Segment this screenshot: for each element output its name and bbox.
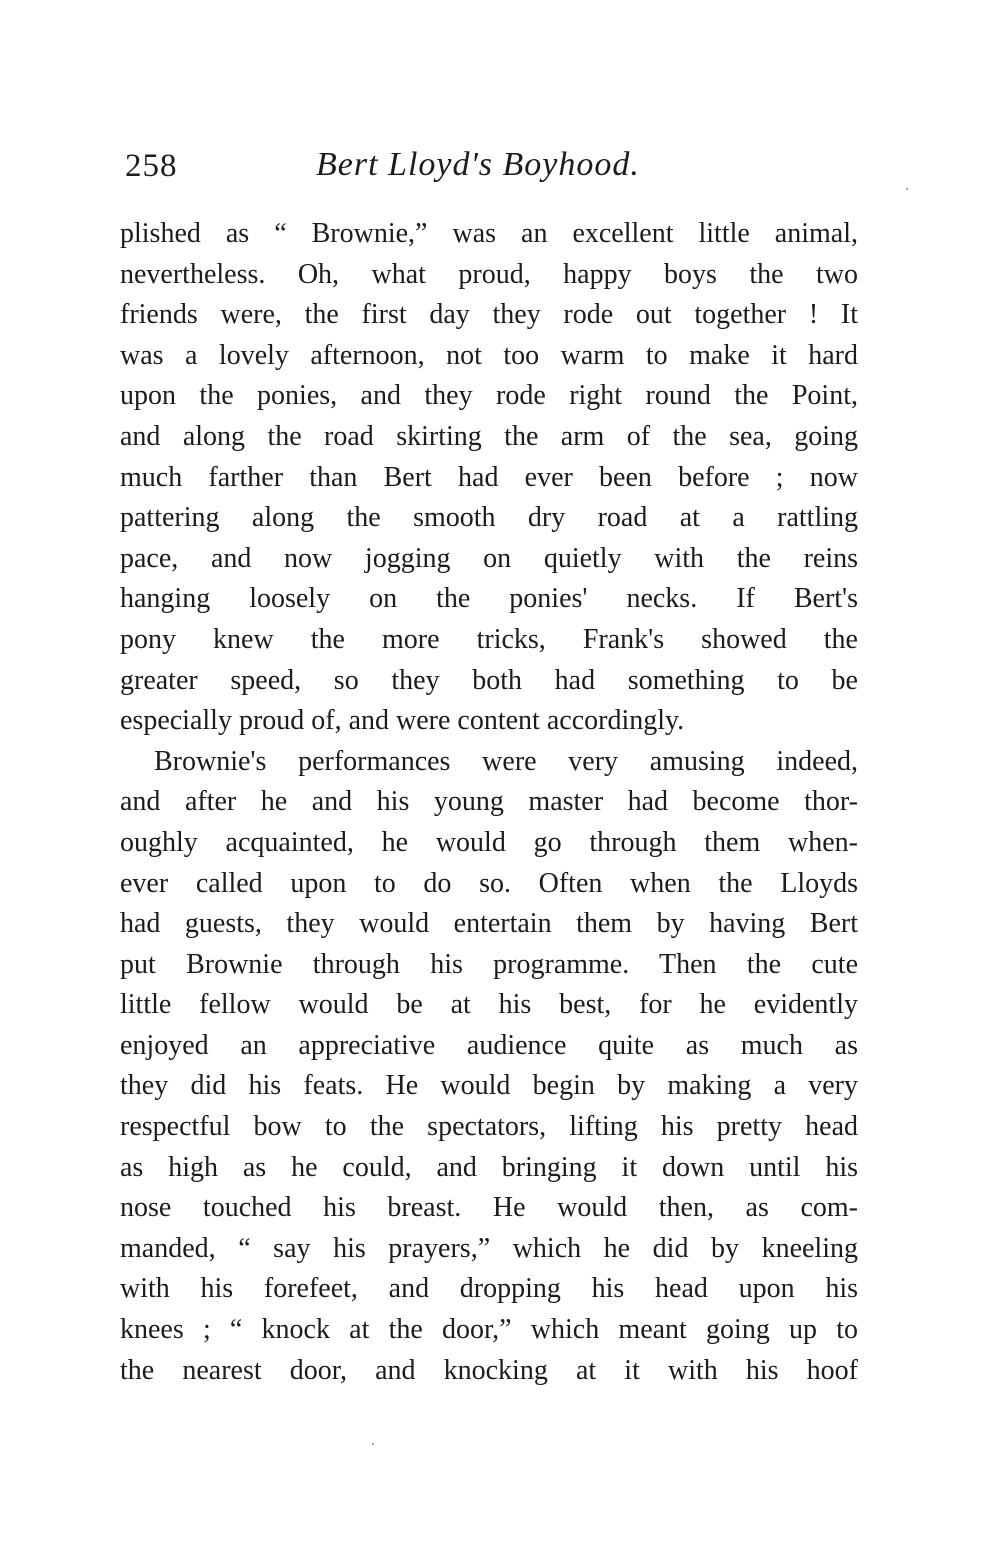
text-line: was a lovely afternoon, not too warm to make it hard xyxy=(120,339,858,371)
text-line: oughly acquainted, he would go through them when- xyxy=(120,826,858,858)
text-line: knees ; “ knock at the door,” which meant going up to xyxy=(120,1314,858,1346)
text-line: pattering along the smooth dry road at a rattling xyxy=(120,502,858,534)
text-line: and after he and his young master had become thor- xyxy=(120,786,858,818)
text-line: they did his feats. He would begin by making a very xyxy=(120,1070,858,1102)
text-line: ever called upon to do so. Often when the Lloyds xyxy=(120,867,858,899)
text-line: put Brownie through his programme. Then the cute xyxy=(120,948,858,980)
paragraph-2 xyxy=(120,742,858,1392)
text-line: friends were, the first day they rode out together ! It xyxy=(120,299,858,331)
page-number: 258 xyxy=(125,148,178,184)
text-line: respectful bow to the spectators, lifting his pretty head xyxy=(120,1111,858,1143)
text-line: nevertheless. Oh, what proud, happy boys the two xyxy=(120,258,858,290)
text-line: plished as “ Brownie,” was an excellent little animal, xyxy=(120,218,858,249)
text-line: greater speed, so they both had something to be xyxy=(120,664,858,696)
text-line: as high as he could, and bringing it down until his xyxy=(120,1151,858,1183)
text-line: little fellow would be at his best, for he evidently xyxy=(120,989,858,1021)
scan-speck xyxy=(906,188,908,190)
text-line: much farther than Bert had ever been before ; now xyxy=(120,461,858,493)
text-line: pace, and now jogging on quietly with the reins xyxy=(120,542,858,574)
text-line: especially proud of, and were content accordingly. xyxy=(120,705,685,737)
text-line: the nearest door, and knocking at it with his hoof xyxy=(120,1354,858,1386)
text-line: enjoyed an appreciative audience quite as much as xyxy=(120,1029,858,1061)
text-line: manded, “ say his prayers,” which he did by kneeling xyxy=(120,1232,858,1264)
text-line: had guests, they would entertain them by having Bert xyxy=(120,908,858,940)
text-line: hanging loosely on the ponies' necks. If Bert's xyxy=(120,583,858,615)
body-text xyxy=(120,214,858,1391)
text-line: and along the road skirting the arm of the sea, going xyxy=(120,420,858,452)
text-line: with his forefeet, and dropping his head upon his xyxy=(120,1273,858,1305)
text-line: nose touched his breast. He would then, as com- xyxy=(120,1192,858,1224)
text-line: pony knew the more tricks, Frank's showed the xyxy=(120,623,858,655)
text-line: Brownie's performances were very amusing indeed, xyxy=(154,745,858,777)
text-line: upon the ponies, and they rode right round the Point, xyxy=(120,380,858,412)
paragraph-1 xyxy=(120,214,858,742)
running-title: Bert Lloyd's Boyhood. xyxy=(316,146,640,183)
scan-speck xyxy=(372,1443,374,1445)
